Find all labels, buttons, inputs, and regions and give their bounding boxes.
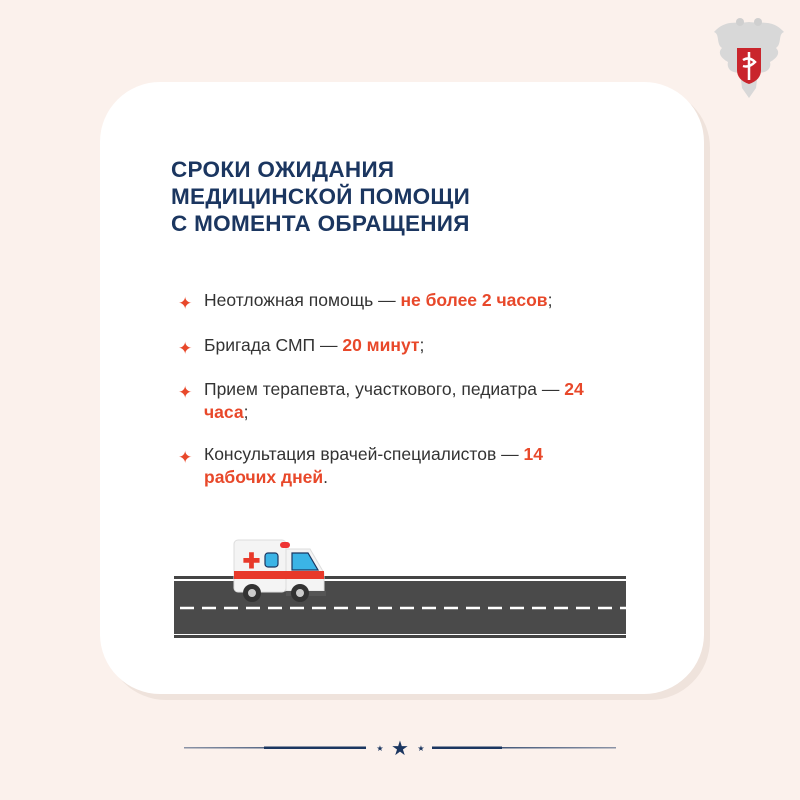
- item-end: ;: [419, 335, 425, 355]
- item-end: ;: [547, 290, 553, 310]
- list-item: [178, 289, 552, 312]
- list-item: [178, 378, 628, 424]
- small-star-icon: ★: [417, 744, 425, 753]
- item-highlight: 20 минут: [342, 335, 420, 355]
- bullet-star-icon: ✦: [178, 383, 193, 402]
- item-text: Бригада СМП —: [204, 335, 343, 355]
- list-item: [178, 443, 588, 489]
- ambulance-icon: [232, 537, 328, 603]
- item-text: Консультация врачей-специалистов —: [204, 444, 524, 464]
- bullet-star-icon: ✦: [178, 448, 193, 467]
- item-highlight: 14 рабочих дней: [204, 444, 543, 487]
- item-text: Прием терапевта, участкового, педиатра —: [204, 379, 565, 399]
- star-divider: [184, 736, 616, 760]
- title-line: МЕДИЦИНСКОЙ ПОМОЩИ: [171, 184, 471, 209]
- star-icon: ★: [391, 738, 409, 760]
- title-line: С МОМЕНТА ОБРАЩЕНИЯ: [171, 211, 470, 236]
- item-highlight: 24 часа: [204, 379, 584, 422]
- bullet-star-icon: ✦: [178, 339, 193, 358]
- item-text: Неотложная помощь —: [204, 290, 401, 310]
- list-item: [178, 334, 424, 357]
- item-end: ;: [243, 402, 249, 422]
- item-end: .: [323, 467, 329, 487]
- bullet-star-icon: ✦: [178, 294, 193, 313]
- title-line: СРОКИ ОЖИДАНИЯ: [171, 157, 395, 182]
- ministry-emblem-icon: [706, 14, 792, 107]
- page-title: [171, 156, 470, 237]
- small-star-icon: ★: [376, 744, 384, 753]
- item-highlight: не более 2 часов: [400, 290, 548, 310]
